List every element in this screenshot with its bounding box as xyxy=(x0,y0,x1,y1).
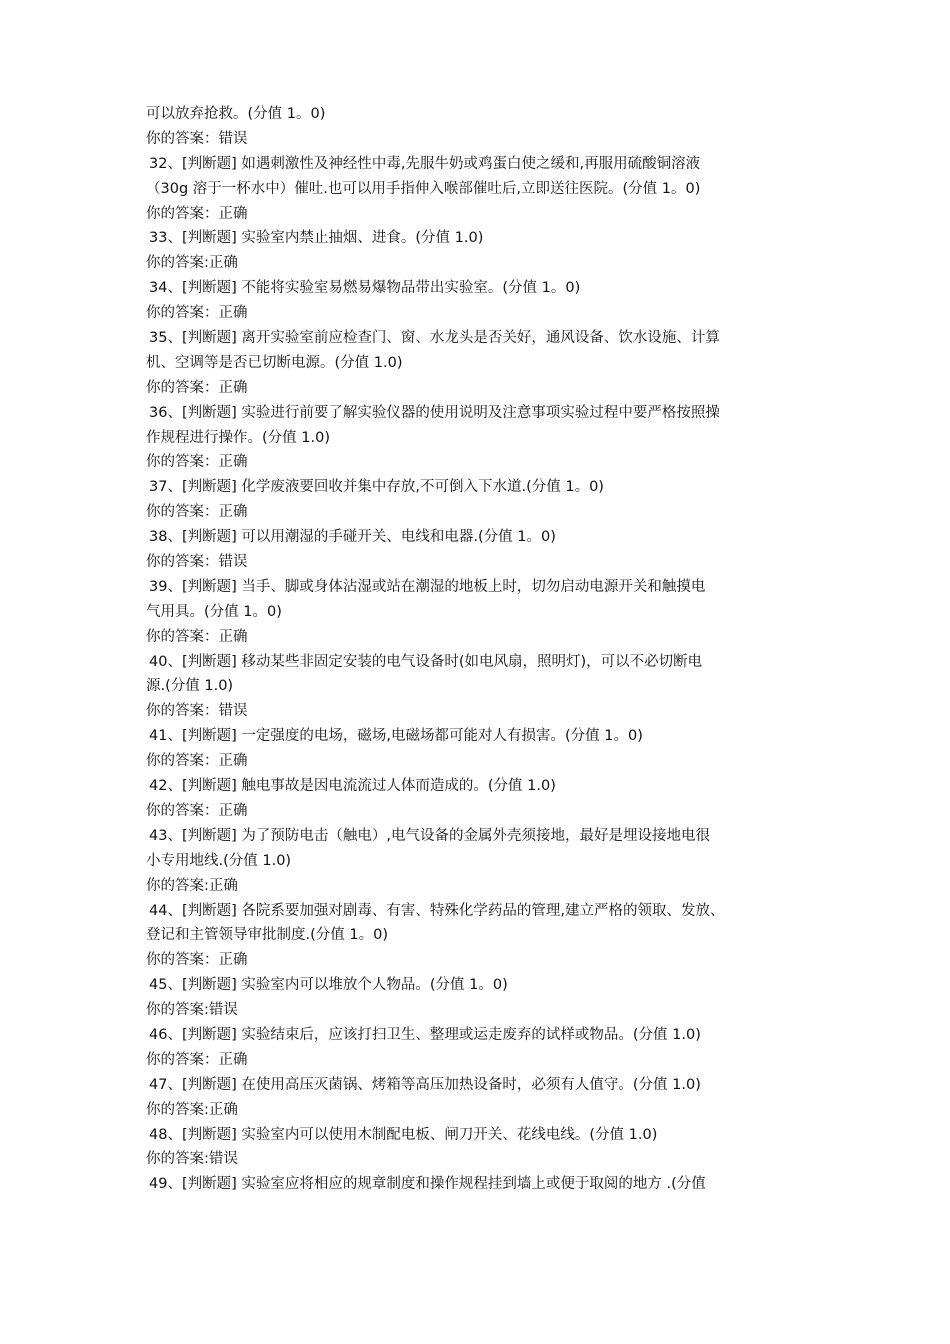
answer-line: 你的答案：正确 xyxy=(146,628,248,645)
question-line: 39、[判断题] 当手、脚或身体沾湿或站在潮湿的地板上时，切勿启动电源开关和触摸电 xyxy=(149,578,706,595)
answer-line: 你的答案：正确 xyxy=(146,379,248,396)
answer-line: 你的答案:正确 xyxy=(146,877,238,894)
answer-line: 你的答案:正确 xyxy=(146,1101,238,1118)
answer-line: 你的答案：正确 xyxy=(146,504,248,521)
text-line: 可以放弃抢救。(分值 1。0) xyxy=(146,106,326,122)
question-line: 40、[判断题] 移动某些非固定安装的电气设备时(如电风扇，照明灯)，可以不必切断电 xyxy=(149,653,703,670)
question-line: 32、[判断题] 如遇刺激性及神经性中毒,先服牛奶或鸡蛋白使之缓和,再服用硫酸铜溶液 xyxy=(149,155,701,172)
question-line: 34、[判断题] 不能将实验室易燃易爆物品带出实验室。(分值 1。0) xyxy=(149,280,581,297)
question-line: 42、[判断题] 触电事故是因电流流过人体而造成的。(分值 1.0) xyxy=(149,778,556,795)
question-line: 48、[判断题] 实验室内可以使用木制配电板、闸刀开关、花线电线。(分值 1.0) xyxy=(149,1126,658,1143)
answer-line: 你的答案:错误 xyxy=(146,1151,238,1168)
answer-line: 你的答案：正确 xyxy=(146,1051,248,1068)
answer-line: 你的答案：正确 xyxy=(146,952,248,969)
question-line: 47、[判断题] 在使用高压灭菌锅、烤箱等高压加热设备时，必须有人值守。(分值 1.0) xyxy=(149,1076,701,1093)
question-line: 41、[判断题] 一定强度的电场，磁场,电磁场都可能对人有损害。(分值 1。0) xyxy=(149,728,643,745)
answer-line: 你的答案：正确 xyxy=(146,205,248,222)
answer-line: 你的答案：正确 xyxy=(146,454,248,471)
text-line: 气用具。(分值 1。0) xyxy=(146,603,282,620)
answer-line: 你的答案：错误 xyxy=(146,554,248,571)
answer-line: 你的答案：正确 xyxy=(146,305,248,322)
question-line: 46、[判断题] 实验结束后，应该打扫卫生、整理或运走废弃的试样或物品。(分值 1.0) xyxy=(149,1026,701,1043)
text-line: 小专用地线.(分值 1.0) xyxy=(146,852,292,869)
question-line: 36、[判断题] 实验进行前要了解实验仪器的使用说明及注意事项实验过程中要严格按照操 xyxy=(149,404,720,421)
answer-line: 你的答案：正确 xyxy=(146,802,248,819)
text-line: （30g 溶于一杯水中）催吐.也可以用手指伸入喉部催吐后,立即送往医院。(分值 1。0) xyxy=(146,180,701,197)
answer-line: 你的答案：正确 xyxy=(146,753,248,770)
question-line: 33、[判断题] 实验室内禁止抽烟、进食。(分值 1.0) xyxy=(149,230,484,247)
question-line: 43、[判断题] 为了预防电击（触电）,电气设备的金属外壳须接地，最好是埋设接地电很 xyxy=(149,827,710,844)
answer-line: 你的答案:正确 xyxy=(146,255,238,272)
question-line: 49、[判断题] 实验室应将相应的规章制度和操作规程挂到墙上或便于取阅的地方 .(分值 xyxy=(149,1176,706,1193)
answer-line: 你的答案:错误 xyxy=(146,1002,238,1019)
text-line: 源.(分值 1.0) xyxy=(146,678,234,695)
answer-line: 你的答案：错误 xyxy=(146,130,248,147)
text-line: 登记和主管领导审批制度.(分值 1。0) xyxy=(146,927,388,944)
question-line: 45、[判断题] 实验室内可以堆放个人物品。(分值 1。0) xyxy=(149,977,508,994)
question-line: 35、[判断题] 离开实验室前应检查门、窗、水龙头是否关好，通风设备、饮水设施、计算 xyxy=(149,330,720,347)
text-line: 机、空调等是否已切断电源。(分值 1.0) xyxy=(146,354,403,371)
text-line: 作规程进行操作。(分值 1.0) xyxy=(146,429,330,446)
question-line: 44、[判断题] 各院系要加强对剧毒、有害、特殊化学药品的管理,建立严格的领取、发放、 xyxy=(149,902,725,919)
quiz-content xyxy=(146,102,826,1197)
answer-line: 你的答案：错误 xyxy=(146,703,248,720)
question-line: 38、[判断题] 可以用潮湿的手碰开关、电线和电器.(分值 1。0) xyxy=(149,529,556,546)
question-line: 37、[判断题] 化学废液要回收并集中存放,不可倒入下水道.(分值 1。0) xyxy=(149,479,604,496)
